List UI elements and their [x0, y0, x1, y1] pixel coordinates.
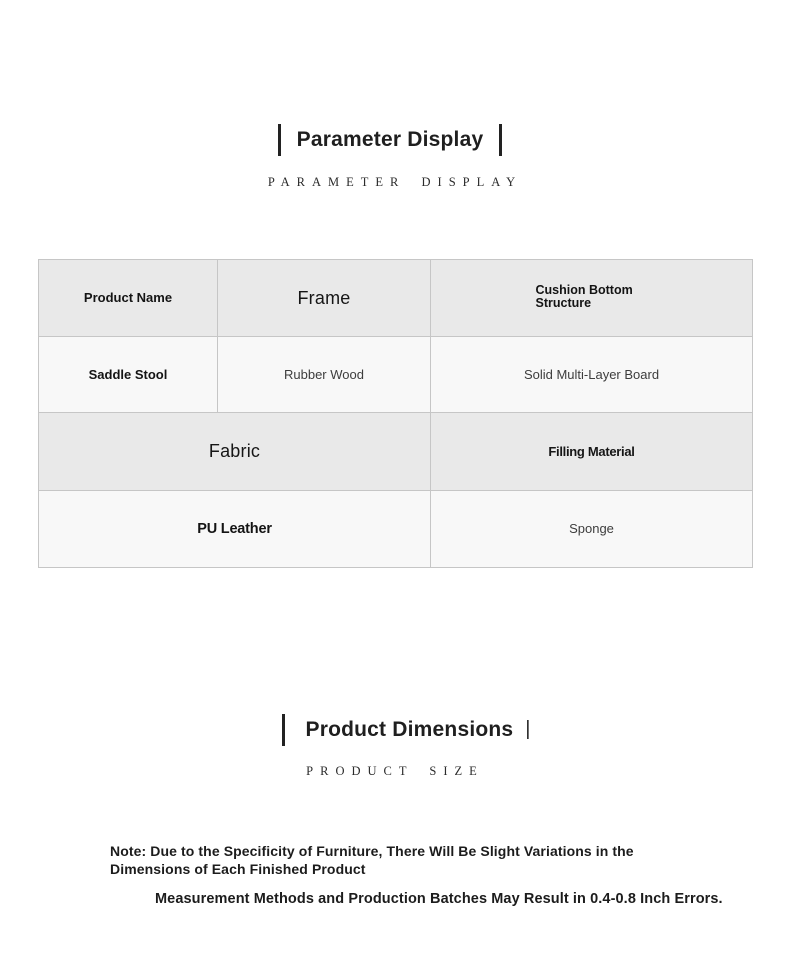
cell-cushion-structure-label: Cushion Bottom Structure [431, 260, 753, 337]
dimensions-title-group [282, 714, 531, 746]
parameter-title-group [278, 124, 503, 156]
parameter-section-subtitle: PARAMETER DISPLAY [267, 175, 523, 189]
title-pipe-suffix: | [525, 717, 531, 740]
dimensions-section-header [0, 714, 790, 746]
cell-frame-value: Rubber Wood [218, 337, 431, 413]
variation-note-line-1: Note: Due to the Specificity of Furniture, There Will Be Slight Variations in the [110, 843, 634, 859]
cell-filling-material-value: Sponge [431, 491, 753, 568]
cell-frame-label: Frame [218, 260, 431, 337]
cell-product-name-value: Saddle Stool [39, 337, 218, 413]
table-row-headers-2 [39, 413, 753, 491]
spec-table [38, 259, 753, 568]
parameter-section-header [0, 124, 790, 156]
title-left-bar [282, 714, 285, 746]
variation-note [110, 843, 634, 878]
title-right-bar [499, 124, 502, 156]
dimensions-section-subtitle: PRODUCT SIZE [306, 764, 484, 778]
variation-note-line-2: Dimensions of Each Finished Product [110, 860, 366, 877]
cell-filling-material-label: Filling Material [431, 413, 753, 491]
cell-cushion-structure-value: Solid Multi-Layer Board [431, 337, 753, 413]
cell-fabric-label: Fabric [39, 413, 431, 491]
cell-product-name-label: Product Name [39, 260, 218, 337]
title-left-bar [278, 124, 281, 156]
measurement-error-note: Measurement Methods and Production Batches May Result in 0.4-0.8 Inch Errors. [155, 891, 723, 907]
table-row-values-1 [39, 337, 753, 413]
table-row-headers-1 [39, 260, 753, 337]
parameter-section-title: Parameter Display [296, 128, 484, 151]
dimensions-section-title: Product Dimensions [305, 718, 514, 741]
table-row-values-2 [39, 491, 753, 568]
cell-fabric-value: PU Leather [39, 491, 431, 568]
